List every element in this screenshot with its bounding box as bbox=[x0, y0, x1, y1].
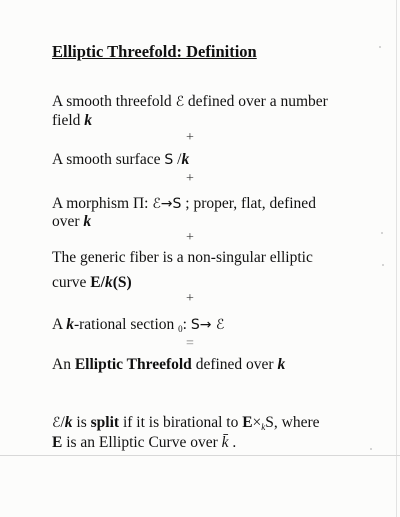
text: / bbox=[60, 414, 65, 431]
elliptic-threefold-term: Elliptic Threefold bbox=[74, 356, 192, 373]
scan-speck bbox=[379, 46, 381, 48]
field-k: k bbox=[84, 112, 93, 129]
text: is an Elliptic Curve over bbox=[62, 434, 222, 451]
text: curve bbox=[52, 274, 91, 291]
surface-line bbox=[52, 150, 189, 170]
elliptic-curve-E: E bbox=[52, 434, 63, 451]
field-k: k bbox=[64, 414, 73, 431]
surface-symbol: (S) bbox=[112, 274, 132, 291]
morphism-line-2 bbox=[52, 212, 91, 231]
threefold-line-1 bbox=[52, 92, 328, 112]
surface-symbol: S bbox=[164, 152, 174, 168]
text: -rational section bbox=[73, 316, 179, 333]
page-edge bbox=[396, 0, 397, 517]
text: defined over bbox=[191, 356, 278, 373]
text: , where bbox=[273, 414, 320, 431]
elliptic-curve-E: E/ bbox=[90, 274, 105, 291]
algebraic-closure-k: k̄ bbox=[221, 434, 229, 451]
text: ; proper, flat, defined bbox=[181, 195, 316, 212]
text: is bbox=[72, 414, 91, 431]
field-k: k bbox=[277, 356, 286, 373]
text: A bbox=[52, 316, 67, 333]
section-map: S→ ℰ bbox=[190, 317, 225, 333]
equals-separator: = bbox=[186, 336, 194, 351]
threefold-symbol: ℰ bbox=[52, 415, 61, 431]
text: A morphism Π: bbox=[52, 195, 153, 212]
product-symbol: × bbox=[252, 414, 262, 431]
text: field bbox=[52, 112, 85, 129]
text: defined over a number bbox=[184, 93, 328, 110]
plus-separator: + bbox=[186, 230, 194, 245]
text: : bbox=[182, 316, 191, 333]
field-k: k bbox=[181, 151, 190, 168]
fiber-line-1: The generic fiber is a non-singular elliptic bbox=[52, 249, 313, 266]
elliptic-curve-E: E bbox=[242, 414, 253, 431]
section-line bbox=[52, 315, 224, 339]
fiber-line-2 bbox=[52, 273, 132, 292]
field-k: k bbox=[104, 274, 113, 291]
scan-artifact-line bbox=[0, 455, 400, 456]
morphism-line-1 bbox=[52, 194, 316, 214]
subscript-k: k bbox=[261, 422, 266, 432]
threefold-symbol: ℰ bbox=[175, 94, 185, 110]
text: An bbox=[52, 356, 75, 373]
plus-separator: + bbox=[186, 291, 194, 306]
scan-speck bbox=[370, 448, 372, 450]
scan-speck bbox=[381, 232, 383, 234]
surface-symbol: S bbox=[265, 414, 274, 431]
plus-separator: + bbox=[186, 171, 194, 186]
conclusion-line bbox=[52, 355, 285, 374]
split-term: split bbox=[90, 414, 120, 431]
field-k: k bbox=[83, 213, 92, 230]
split-line-2 bbox=[52, 433, 236, 452]
text: A smooth threefold bbox=[52, 93, 176, 110]
text: . bbox=[228, 434, 237, 451]
scan-speck bbox=[382, 264, 384, 266]
page-title: Elliptic Threefold: Definition bbox=[52, 42, 257, 61]
text: over bbox=[52, 213, 84, 230]
subscript: 0 bbox=[178, 324, 183, 334]
threefold-line-2 bbox=[52, 111, 92, 130]
text: A smooth surface bbox=[52, 151, 165, 168]
morphism-map: ℰ→S bbox=[152, 196, 182, 212]
field-k: k bbox=[66, 316, 74, 333]
text: / bbox=[173, 151, 182, 168]
text: if it is birational to bbox=[119, 414, 243, 431]
plus-separator: + bbox=[186, 130, 194, 145]
